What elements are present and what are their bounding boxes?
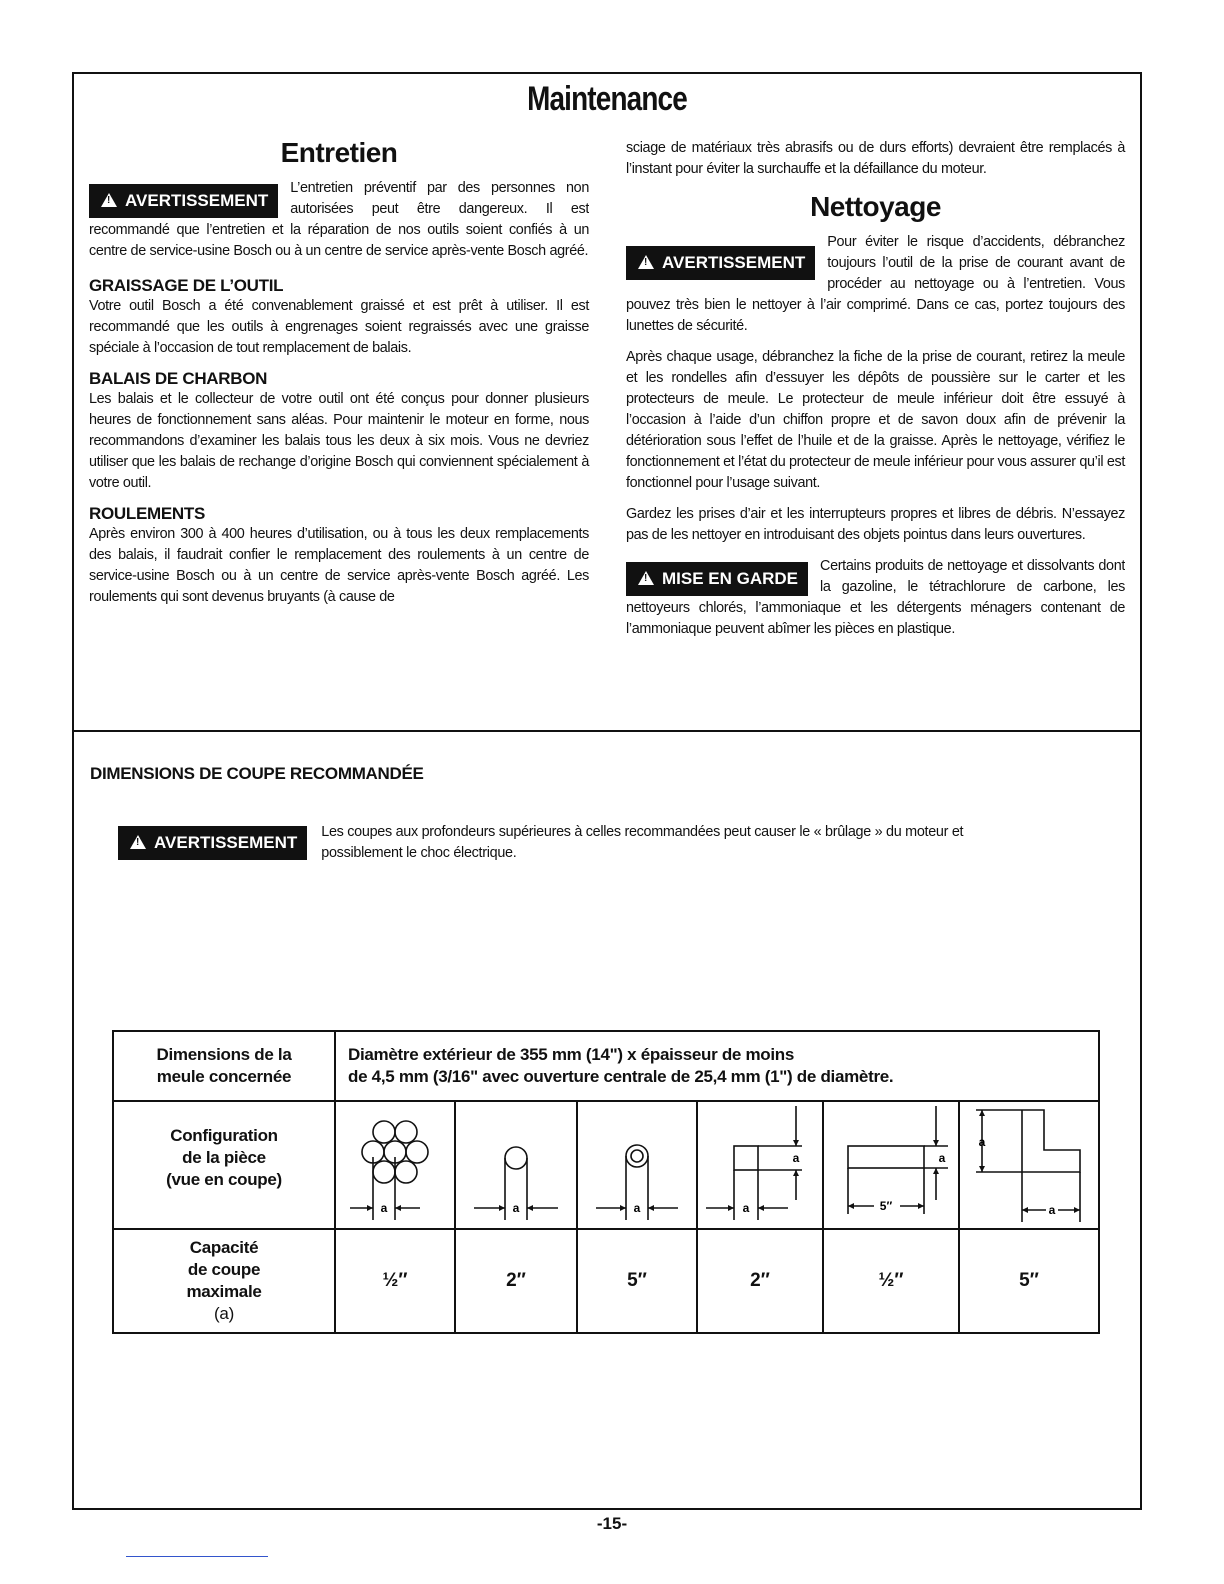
cut-capacity-table bbox=[112, 1030, 1100, 1334]
angle-iron-icon bbox=[960, 1102, 1098, 1228]
nettoyage-title: Nettoyage bbox=[810, 191, 941, 222]
warning-badge-label: AVERTISSEMENT bbox=[125, 191, 269, 210]
nettoyage-paragraph-1: Après chaque usage, débranchez la fiche de la prise de courant, retirez la meule et les rondelles afin d’essuyer les dépôts de poussière sur le carter et les protecteurs de meule. Le protecteur de meule inférieur doit être essuyé à l’occasion à l’aide d’un chiffon propre et de savon doux afin de prévenir la détérioration sous l’effet de l’huile et de la graisse. Après le nettoyage, vérifiez le fonctionnement et l’état du protecteur de meule inférieur pour vous assurer qu’il est fonctionnel pour l’usage suivant. bbox=[626, 349, 1126, 491]
square-bar-icon bbox=[698, 1102, 822, 1228]
dimensions-warning-text: Les coupes aux profondeurs supérieures à celles recommandées peut causer le « brûlage » du moteur et possiblement le choc électrique. bbox=[321, 824, 964, 861]
nettoyage-paragraph-2: Gardez les prises d’air et les interrupteurs propres et libres de débris. N’essayez pas de les nettoyer en introduisant des objets pointus dans leurs ouvertures. bbox=[626, 506, 1125, 543]
svg-text:a: a bbox=[792, 1151, 800, 1165]
pipe-icon bbox=[578, 1102, 696, 1228]
warning-badge bbox=[89, 184, 278, 218]
table-row-header: Dimensions de la meule concernée bbox=[113, 1031, 335, 1101]
capacity-cell: 2″ bbox=[455, 1229, 577, 1333]
warning-badge-label: AVERTISSEMENT bbox=[662, 253, 806, 272]
pipe-bundle-icon bbox=[336, 1102, 454, 1228]
flat-bar-icon bbox=[824, 1102, 958, 1228]
svg-text:a: a bbox=[512, 1201, 520, 1215]
roulements-text-continued: sciage de matériaux très abrasifs ou de durs efforts) devraient être remplacés à l’instant pour éviter la surchauffe et la défaillance du moteur. bbox=[626, 140, 1125, 177]
table-row-header: Configuration de la pièce (vue en coupe) bbox=[113, 1101, 335, 1229]
figure-flat-bar bbox=[823, 1101, 959, 1229]
figure-pipe-bundle bbox=[335, 1101, 455, 1229]
roulements-text: Après environ 300 à 400 heures d’utilisation, ou à tous les deux remplacements des balais, il faudrait confier le remplacement des roulements à un centre de service-usine Bosch ou à un centre de service après-vente Bosch agréé. Les roulements qui sont devenus bruyants (à cause de bbox=[89, 526, 589, 605]
entretien-column bbox=[89, 136, 589, 618]
svg-text:a: a bbox=[742, 1201, 750, 1215]
capacity-cell: 2″ bbox=[697, 1229, 823, 1333]
svg-text:5″: 5″ bbox=[879, 1199, 893, 1213]
capacity-cell: ½″ bbox=[823, 1229, 959, 1333]
nettoyage-warning-text: Pour éviter le risque d’accidents, débranchez toujours l’outil de la prise de courant avant de procéder au nettoyage ou à l’entretien. Vous pouvez très bien le nettoyer à l’air comprimé. Dans ce cas, portez toujours des lunettes de sécurité. bbox=[626, 234, 1125, 334]
footer-link-line bbox=[126, 1556, 268, 1557]
table-row bbox=[113, 1229, 1099, 1333]
roulements-heading: ROULEMENTS bbox=[89, 504, 206, 523]
warning-badge bbox=[626, 246, 815, 280]
entretien-warning bbox=[89, 178, 589, 262]
dimensions-heading: DIMENSIONS DE COUPE RECOMMANDÉE bbox=[90, 764, 424, 783]
entretien-title: Entretien bbox=[280, 137, 398, 168]
figure-round-bar bbox=[455, 1101, 577, 1229]
caution-text: Certains produits de nettoyage et dissolvants dont la gazoline, le tétrachlorure de carbone, les nettoyeurs chlorés, l’ammoniaque et les détergents ménagers contenant de l’ammoniaque peuvent abîmer les pièces en plastique. bbox=[626, 558, 1125, 637]
wheel-description bbox=[335, 1031, 1099, 1101]
entretien-warning-text: L’entretien préventif par des personnes non autorisées peut être dangereux. Il est recommandé que l’entretien et la réparation de nos outils soient confiés à un centre de service-usine Bosch ou à un centre de service après-vente Bosch agréé. bbox=[89, 180, 589, 259]
figure-pipe bbox=[577, 1101, 697, 1229]
caution-badge bbox=[626, 562, 808, 596]
svg-text:a: a bbox=[380, 1201, 388, 1215]
nettoyage-column bbox=[626, 138, 1125, 640]
balais-text: Les balais et le collecteur de votre outil ont été conçus pour donner plusieurs heures de fonctionnement sans aléas. Pour maintenir le moteur en forme, nous recommandons d’examiner les balais tous les deux à six mois. Vous ne devriez utiliser que les balais de rechange d’origine Bosch qui conviennent spécialement à votre outil. bbox=[89, 391, 589, 491]
figure-angle-iron bbox=[959, 1101, 1099, 1229]
svg-text:a: a bbox=[1048, 1203, 1056, 1217]
balais-heading: BALAIS DE CHARBON bbox=[89, 369, 268, 388]
capacity-cell: 5″ bbox=[577, 1229, 697, 1333]
warning-triangle-icon bbox=[638, 255, 654, 269]
table-row bbox=[113, 1031, 1099, 1101]
capacity-cell: ½″ bbox=[335, 1229, 455, 1333]
nettoyage-warning bbox=[626, 232, 1125, 337]
svg-text:a: a bbox=[633, 1201, 641, 1215]
caution-badge-label: MISE EN GARDE bbox=[662, 569, 799, 588]
nettoyage-caution bbox=[626, 556, 1125, 640]
graissage-heading: GRAISSAGE DE L’OUTIL bbox=[89, 276, 284, 295]
page-number: -15- bbox=[596, 1514, 628, 1533]
wheel-description-line: de 4,5 mm (3/16" avec ouverture centrale de 25,4 mm (1") de diamètre. bbox=[348, 1067, 894, 1086]
figure-square-bar bbox=[697, 1101, 823, 1229]
warning-triangle-icon bbox=[638, 571, 654, 585]
capacity-cell: 5″ bbox=[959, 1229, 1099, 1333]
warning-triangle-icon bbox=[130, 835, 146, 849]
page-title: Maintenance bbox=[527, 80, 687, 118]
dimensions-warning bbox=[118, 822, 978, 864]
warning-triangle-icon bbox=[101, 193, 117, 207]
wheel-description-line: Diamètre extérieur de 355 mm (14") x épaisseur de moins bbox=[348, 1045, 795, 1064]
graissage-text: Votre outil Bosch a été convenablement graissé et est prêt à utiliser. Il est recommandé que les outils à engrenages soient regraissés avec une graisse spéciale à l’occasion de tout remplacement de balais. bbox=[89, 298, 589, 356]
table-row bbox=[113, 1101, 1099, 1229]
round-bar-icon bbox=[456, 1102, 576, 1228]
warning-badge bbox=[118, 826, 307, 860]
warning-badge-label: AVERTISSEMENT bbox=[154, 833, 298, 852]
svg-text:a: a bbox=[978, 1135, 986, 1149]
svg-text:a: a bbox=[938, 1151, 946, 1165]
table-row-header: Capacité de coupe maximale (a) bbox=[113, 1229, 335, 1333]
